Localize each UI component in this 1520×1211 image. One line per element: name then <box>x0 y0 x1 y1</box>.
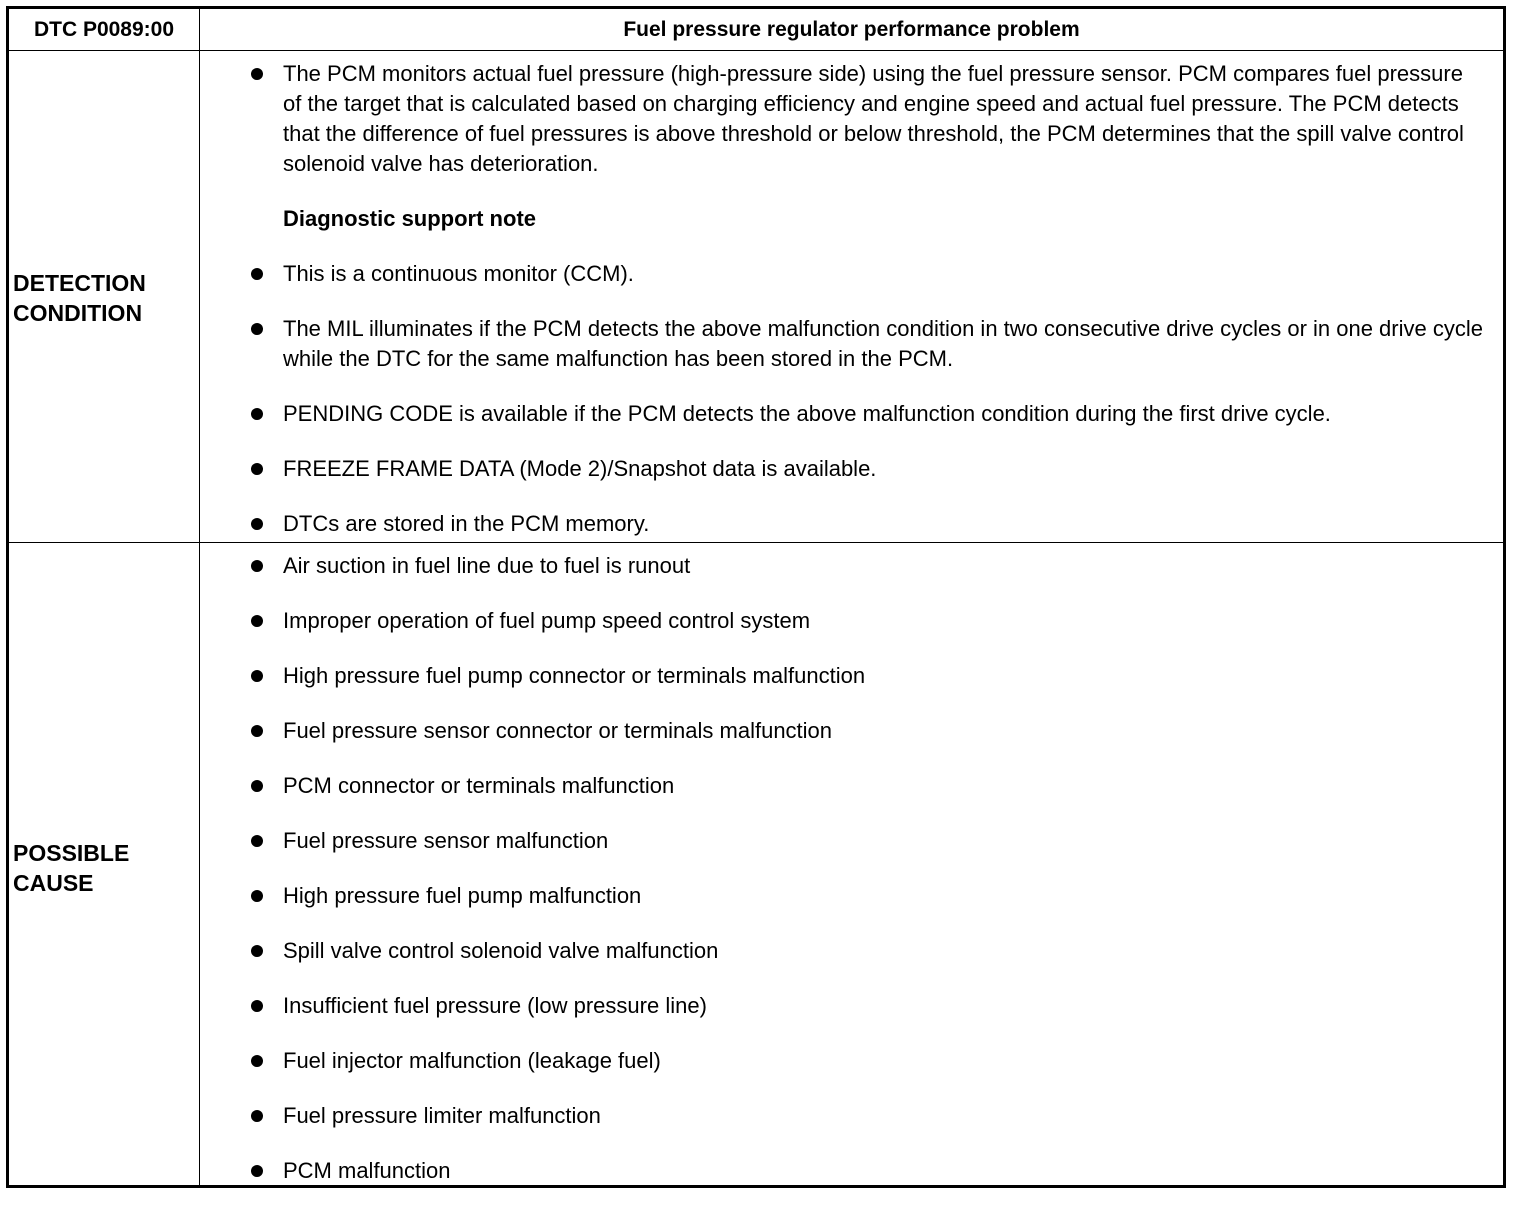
bullet-icon <box>251 1055 263 1067</box>
bullet-icon <box>251 670 263 682</box>
cause-text: Fuel pressure limiter malfunction <box>283 1103 601 1128</box>
list-item <box>249 509 1483 539</box>
bullet-icon <box>251 615 263 627</box>
note-text: PENDING CODE is available if the PCM detects the above malfunction condition during the first drive cycle. <box>283 401 1331 426</box>
bullet-icon <box>251 463 263 475</box>
note-text: The MIL illuminates if the PCM detects the above malfunction condition in two consecutive drive cycles or in one drive cycle while the DTC for the same malfunction has been stored in the PCM. <box>283 316 1483 371</box>
list-item <box>249 1156 1483 1211</box>
detection-condition-content <box>249 59 1483 539</box>
cause-text: High pressure fuel pump malfunction <box>283 883 642 908</box>
bullet-icon <box>251 268 263 280</box>
dtc-code: DTC P0089:00 <box>33 18 175 41</box>
note-text: FREEZE FRAME DATA (Mode 2)/Snapshot data is available. <box>283 456 877 481</box>
row-divider <box>9 542 1503 543</box>
list-item <box>249 454 1483 484</box>
cause-text: Fuel pressure sensor connector or terminals malfunction <box>283 718 833 743</box>
bullet-icon <box>251 890 263 902</box>
cause-text: Improper operation of fuel pump speed control system <box>283 608 811 633</box>
list-item <box>249 991 1483 1046</box>
bullet-icon <box>251 323 263 335</box>
bullet-icon <box>251 518 263 530</box>
list-item <box>249 259 1483 289</box>
bullet-icon <box>251 68 263 80</box>
list-item <box>249 59 1483 179</box>
cause-text: Air suction in fuel line due to fuel is runout <box>283 553 691 578</box>
cause-text: Insufficient fuel pressure (low pressure line) <box>283 993 707 1018</box>
bullet-icon <box>251 560 263 572</box>
list-item <box>249 936 1483 991</box>
column-divider <box>199 9 200 1185</box>
cause-text: Spill valve control solenoid valve malfunction <box>283 938 719 963</box>
bullet-icon <box>251 725 263 737</box>
list-item <box>249 314 1483 374</box>
list-item <box>249 661 1483 716</box>
bullet-icon <box>251 1110 263 1122</box>
list-item <box>249 1101 1483 1156</box>
list-item <box>249 826 1483 881</box>
note-text: DTCs are stored in the PCM memory. <box>283 511 650 536</box>
list-item <box>249 606 1483 661</box>
list-item <box>249 771 1483 826</box>
list-item <box>249 551 1483 606</box>
list-item <box>249 1046 1483 1101</box>
bullet-icon <box>251 945 263 957</box>
list-item <box>249 716 1483 771</box>
cause-text: PCM malfunction <box>283 1158 451 1183</box>
dtc-title: Fuel pressure regulator performance problem <box>623 18 1080 41</box>
cause-text: High pressure fuel pump connector or terminals malfunction <box>283 663 866 688</box>
cause-text: Fuel injector malfunction (leakage fuel) <box>283 1048 661 1073</box>
bullet-icon <box>251 1165 263 1177</box>
possible-cause-content <box>249 551 1483 1211</box>
possible-cause-label: POSSIBLE CAUSE <box>13 840 130 896</box>
bullet-icon <box>251 1000 263 1012</box>
dtc-table <box>6 6 1506 1188</box>
bullet-icon <box>251 408 263 420</box>
bullet-icon <box>251 835 263 847</box>
detection-description: The PCM monitors actual fuel pressure (high-pressure side) using the fuel pressure sensor. PCM compares fuel pressure of the target that is calculated based on charging efficiency and engine speed and actual fuel pressure. The PCM detects that the difference of fuel pressures is above threshold or below threshold, the PCM determines that the spill valve control solenoid valve has deterioration. <box>283 61 1464 176</box>
cause-text: Fuel pressure sensor malfunction <box>283 828 609 853</box>
bullet-icon <box>251 780 263 792</box>
detection-condition-label: DETECTION CONDITION <box>13 270 146 326</box>
diagnostic-support-note-heading: Diagnostic support note <box>283 206 536 231</box>
note-text: This is a continuous monitor (CCM). <box>283 261 634 286</box>
list-item <box>249 881 1483 936</box>
cause-text: PCM connector or terminals malfunction <box>283 773 675 798</box>
list-item <box>249 399 1483 429</box>
